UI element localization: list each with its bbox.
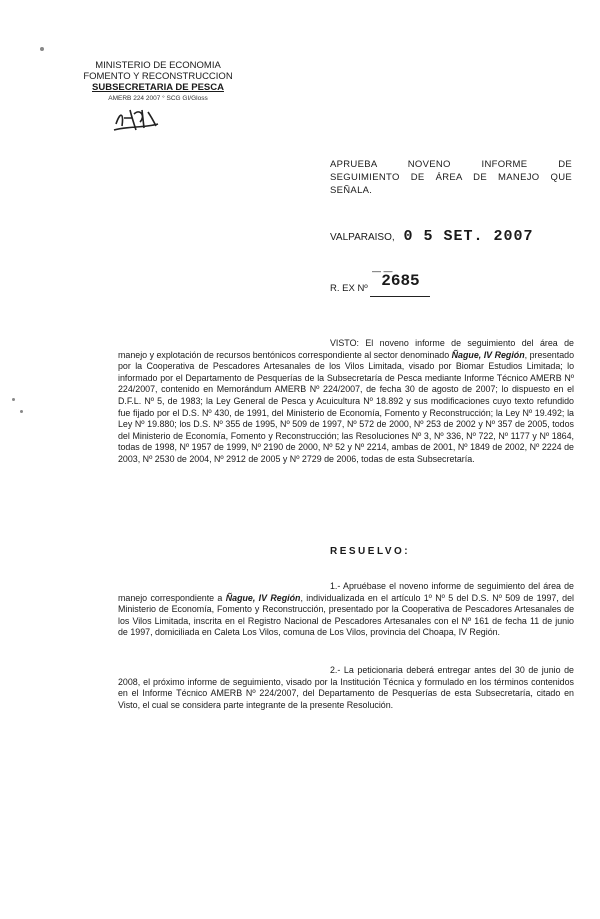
- visto-paragraph: [118, 338, 574, 466]
- scan-mark: [40, 47, 44, 51]
- scan-mark: [12, 398, 15, 401]
- number-dash: — —: [372, 266, 393, 276]
- visto-text-2: , presentado por la Cooperativa de Pescadores Artesanales de los Vilos Limitada, visado por Biomar Estudios Limitada; lo informado por el Departamento de Pesquerías de la Subsecretaría de Pesca mediante Informe Técnico AMERB Nº 224/2007, contenido en Memorándum AMERB Nº 224/2007, de fecha 30 de agosto de 2007; lo dispuesto en el D.F.L. Nº 5, de 1983; la Ley General de Pesca y Acuicultura Nº 18.892 y sus modificaciones cuyo texto refundido fue fijado por el D.S. Nº 430, de 1991, del Ministerio de Economía, Fomento y Reconstrucción; la Ley Nº 19.492; la Ley Nº 19.880; los D.S. Nº 355 de 1995, Nº 509 de 1997, Nº 572 de 2000, Nº 253 de 2002 y Nº 357 de 2005, todos del Ministerio de Economía, Fomento y Reconstrucción; las Resoluciones Nº 3, Nº 336, Nº 722, Nº 1177 y Nº 1864, todas de 1998, Nº 1957 de 1999, Nº 2190 de 2000, Nº 52 y Nº 2214, ambas de 2001, Nº 1849 de 2002, Nº 2224 de 2003, Nº 2530 de 2004, Nº 2912 de 2005 y Nº 2729 de 2006, todas de esta Subsecretaría.: [118, 349, 575, 464]
- point1-sector: Ñague, IV Región: [225, 592, 301, 603]
- date-stamp: 0 5 SET. 2007: [403, 228, 534, 245]
- resolution-number: [330, 266, 430, 297]
- resolution-point-1: [118, 581, 574, 639]
- visto-label: VISTO:: [330, 338, 359, 348]
- visto-sector: Ñague, IV Región: [451, 349, 525, 360]
- point2-text: 2.- La peticionaria deberá entregar antes del 30 de junio de 2008, el próximo informe de seguimiento, visado por la Institución Técnica y formulado en los términos contenidos en el Informe Técnico AMERB Nº 224/2007, del Departamento de Pesquerías de esta Subsecretaría, citado en Visto, el cual se considera parte integrante de la presente Resolución.: [118, 665, 574, 710]
- ministry-name: MINISTERIO DE ECONOMIA: [95, 60, 221, 71]
- undersecretariat-name: SUBSECRETARIA DE PESCA: [92, 82, 224, 93]
- point1-lead: 1.- Apruébase el noveno informe de seguimiento del área de manejo correspondiente a: [118, 581, 574, 603]
- ministry-subtitle: FOMENTO Y RECONSTRUCCION: [83, 71, 233, 82]
- subject-line-1: APRUEBA NOVENO INFORME DE: [330, 159, 572, 170]
- resolution-prefix: R. EX Nº: [330, 283, 368, 294]
- subject-line-2: SEGUIMIENTO DE ÁREA DE MANEJO QUE: [330, 172, 572, 183]
- resuelvo-heading: RESUELVO:: [330, 546, 411, 557]
- point1-text: , individualizada en el artículo 1º Nº 5 del D.S. Nº 509 de 1997, del Ministerio de Economía, Fomento y Reconstrucción, presentado por la Cooperativa de Pescadores Artesanales de los Vilos Limitada, inscrita en el Registro Nacional de Pescadores Artesanales con el Nº 161 de fecha 11 de junio de 1997, domiciliada en Caleta Los Vilos, comuna de Los Vilos, provincia del Choapa, IV Región.: [118, 592, 575, 638]
- resolution-underline: [370, 272, 430, 297]
- reference-code: AMERB 224 2007 ° SCG GI/Gloss: [108, 95, 208, 102]
- subject-line-3: SEÑALA.: [330, 185, 373, 196]
- scan-mark: [20, 410, 23, 413]
- visto-text-1: El noveno informe de seguimiento del área de manejo y explotación de recursos bentónicos correspondiente al sector denominado: [118, 338, 574, 360]
- resolution-number-value: 2685: [381, 272, 420, 290]
- place-date: [330, 228, 533, 245]
- resolution-point-2: [118, 665, 574, 711]
- ministry-header: [58, 60, 258, 104]
- resolution-subject: [330, 158, 572, 197]
- place: VALPARAISO,: [330, 232, 395, 243]
- handwritten-initials: [112, 104, 160, 136]
